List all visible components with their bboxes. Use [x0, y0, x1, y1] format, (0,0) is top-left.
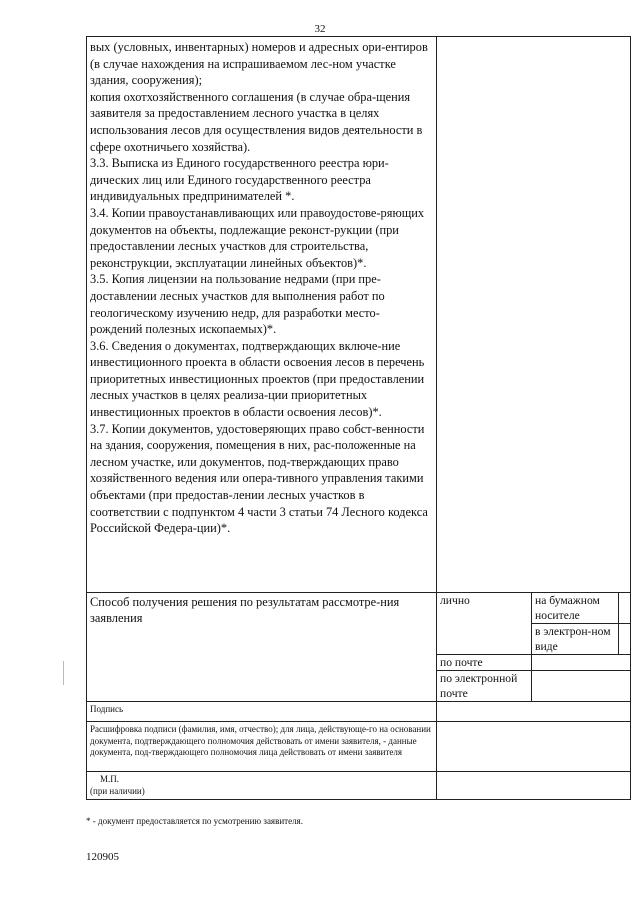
option-electronic-view: в электрон-ном виде — [535, 625, 611, 653]
decoding-label-cell — [87, 722, 437, 772]
checkbox-by-post[interactable] — [532, 655, 631, 671]
footnote: * - документ предоставляется по усмотрению заявителя. — [86, 816, 303, 826]
stamp-row — [87, 772, 631, 800]
signature-row — [87, 702, 631, 722]
option-paper-cell — [532, 593, 619, 624]
method-row-paper — [87, 593, 631, 624]
option-paper: на бумажном носителе — [535, 594, 600, 622]
stamp-field[interactable] — [437, 772, 631, 800]
signature-field[interactable] — [437, 702, 631, 722]
document-paragraph: вых (условных, инвентарных) номеров и адресных ори-ентиров (в случае нахождения на испрашиваемом лес-ном участке здания, сооружения); — [90, 40, 428, 88]
option-email-cell — [437, 671, 532, 702]
documents-empty-cell — [437, 37, 631, 593]
checkbox-electronic-view[interactable] — [619, 624, 631, 655]
stamp-label: М.П. — [100, 774, 120, 784]
application-form-table — [86, 36, 631, 800]
signature-label: Подпись — [90, 704, 124, 714]
documents-row — [87, 37, 631, 593]
checkbox-paper[interactable] — [619, 593, 631, 624]
signature-label-cell — [87, 702, 437, 722]
document-paragraph: копия охотхозяйственного соглашения (в случае обра-щения заявителя за предоставлением лесного участка в целях использования лесов для осуществления видов деятельности в сфере охотничьего хозяйства). — [90, 89, 423, 154]
documents-cell — [87, 37, 437, 593]
documents-list — [87, 37, 436, 592]
stamp-note: (при наличии) — [90, 785, 145, 796]
document-paragraph: 3.7. Копии документов, удостоверяющих право собст-венности на здания, сооружения, помещения в них, рас-положенные на лесном участке, или документов, под-тверждающих право хозяйственного ведения или опера-тивного управления такими объектами (при предостав-лении лесных участков в соответствии с подпунктом 4 части 3 статьи 74 Лесного кодекса Российской Федера-ции)*. — [90, 421, 428, 536]
document-paragraph: 3.6. Сведения о документах, подтверждающих включе-ние инвестиционного проекта в области освоения лесов в перечень приоритетных инвестиционных проектов (при предоставлении лесных участков в целях реализа-ции приоритетных инвестиционных проектов в области освоения лесов)*. — [90, 338, 425, 420]
option-personal: лично — [440, 594, 470, 607]
checkbox-by-email[interactable] — [532, 671, 631, 702]
stamp-block — [87, 772, 436, 798]
signature-decoding-field[interactable] — [437, 722, 631, 772]
option-by-email: по электронной почте — [440, 672, 518, 700]
document-paragraph: 3.5. Копия лицензии на пользование недрами (при пре-доставлении лесных участков для выполнения работ по геологическому изучению недр, для разработки место-рождений полезных ископаемых)*. — [90, 272, 385, 337]
option-post-cell — [437, 655, 532, 671]
method-personal-cell — [437, 593, 532, 655]
signature-decoding-label: Расшифровка подписи (фамилия, имя, отчество); для лица, действующе-го на основании документа, подтверждающего полномочия действовать от имени заявителя, - данные документа, под-тверждающего полномочия лица действовать от имени заявителя — [90, 724, 431, 757]
margin-mark — [63, 661, 64, 685]
method-label-cell — [87, 593, 437, 702]
document-code: 120905 — [86, 851, 119, 863]
page-number: 32 — [314, 23, 326, 35]
document-paragraph: 3.3. Выписка из Единого государственного реестра юри-дических лиц или Единого государственного реестра индивидуальных предпринимателей *. — [90, 156, 389, 204]
option-by-post: по почте — [440, 656, 483, 669]
decoding-row — [87, 722, 631, 772]
stamp-label-cell — [87, 772, 437, 800]
option-electronic-cell — [532, 624, 619, 655]
document-paragraph: 3.4. Копии правоустанавливающих или правоудостове-ряющих документов на объекты, подлежащие реконст-рукции (при предоставлении лесных участков для строительства, реконструкции, эксплуатации линейных объектов)*. — [90, 205, 425, 270]
method-label: Способ получения решения по результатам рассмотре-ния заявления — [90, 595, 400, 625]
